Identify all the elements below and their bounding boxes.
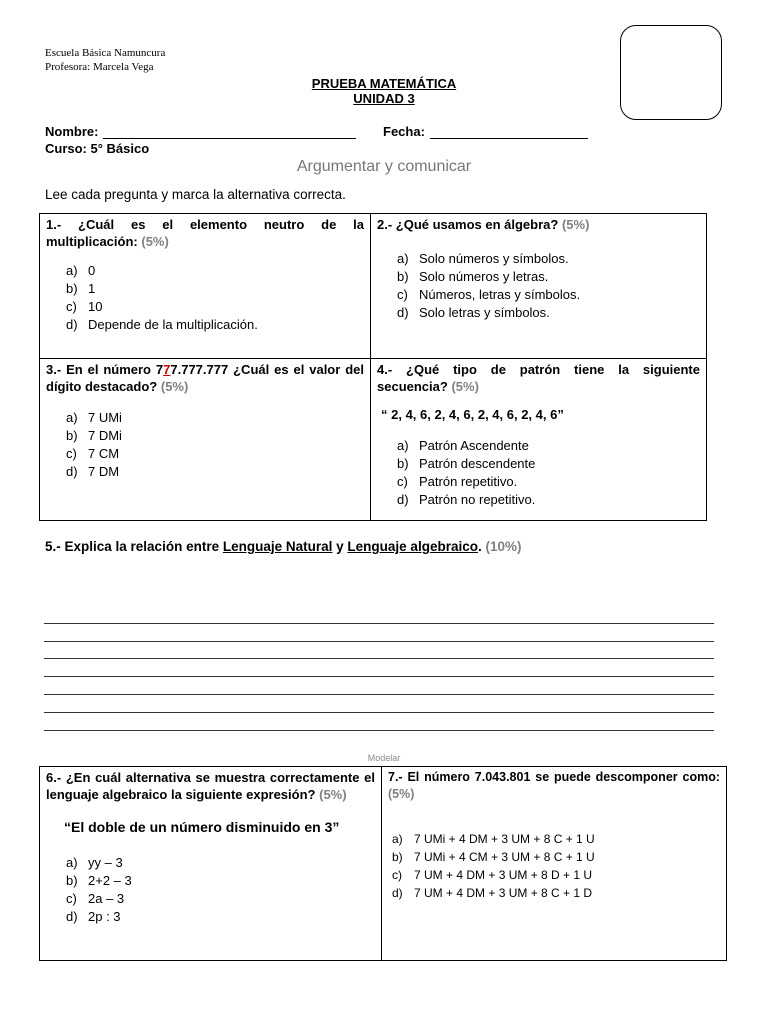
option-2d[interactable]: d) Solo letras y símbolos. xyxy=(397,305,550,320)
option-1b[interactable]: b) 1 xyxy=(66,281,96,296)
option-3c[interactable]: c) 7 CM xyxy=(66,446,120,461)
question-3-text-before: 3.- En el número 7 xyxy=(46,362,164,377)
name-label: Nombre: xyxy=(45,124,99,139)
option-4b[interactable]: b) Patrón descendente xyxy=(397,456,536,471)
question-4-text: 4.- ¿Qué tipo de patrón tiene la siguiente secuencia? xyxy=(377,362,700,394)
highlighted-digit: 7 xyxy=(163,362,171,377)
question-6-pct: (5%) xyxy=(319,787,347,802)
option-6a[interactable]: a) yy – 3 xyxy=(66,855,123,870)
question-7 xyxy=(382,767,727,961)
option-7c[interactable]: c) 7 UM + 4 DM + 3 UM + 8 D + 1 U xyxy=(392,868,593,882)
answer-line[interactable] xyxy=(44,642,714,660)
answer-line[interactable] xyxy=(44,695,714,713)
option-7a[interactable]: a) 7 UMi + 4 DM + 3 UM + 8 C + 1 U xyxy=(392,832,595,846)
option-4d[interactable]: d) Patrón no repetitivo. xyxy=(397,492,536,507)
question-3-text-after: 7.777.777 ¿Cuál es el valor del dígito destacado? xyxy=(46,362,364,394)
option-3b[interactable]: b) 7 DMi xyxy=(66,428,122,443)
exam-unit: UNIDAD 3 xyxy=(353,91,415,106)
option-4c[interactable]: c) Patrón repetitivo. xyxy=(397,474,518,489)
question-2-text: 2.- ¿Qué usamos en álgebra? xyxy=(377,217,559,232)
question-3-pct: (5%) xyxy=(160,379,189,394)
answer-line[interactable] xyxy=(44,713,714,731)
question-5-connector: y xyxy=(336,539,344,554)
option-6d[interactable]: d) 2p : 3 xyxy=(66,909,121,924)
question-7-text: 7.- El número 7.043.801 se puede descomponer como: xyxy=(388,770,720,784)
date-blank[interactable] xyxy=(430,128,588,139)
option-6b[interactable]: b) 2+2 – 3 xyxy=(66,873,132,888)
algebra-phrase: “El doble de un número disminuido en 3” xyxy=(64,819,340,835)
question-6 xyxy=(40,767,382,961)
option-4a[interactable]: a) Patrón Ascendente xyxy=(397,438,529,453)
answer-line[interactable] xyxy=(44,624,714,642)
section-heading-modelar: Modelar xyxy=(367,753,401,763)
term-natural-language: Lenguaje Natural xyxy=(222,539,333,554)
name-field[interactable] xyxy=(45,124,356,139)
question-3 xyxy=(40,359,371,521)
option-3d[interactable]: d) 7 DM xyxy=(66,464,120,479)
question-4 xyxy=(371,359,707,521)
option-7d[interactable]: d) 7 UM + 4 DM + 3 UM + 8 C + 1 D xyxy=(392,886,593,900)
option-2a[interactable]: a) Solo números y símbolos. xyxy=(397,251,569,266)
question-5: 5.- Explica la relación entre Lenguaje Natural y Lenguaje algebraico. (10%) xyxy=(45,539,522,554)
date-field[interactable] xyxy=(383,124,588,139)
instructions: Lee cada pregunta y marca la alternativa correcta. xyxy=(45,187,346,202)
question-1-pct: (5%) xyxy=(141,234,169,249)
exam-title: PRUEBA MATEMÁTICA xyxy=(311,76,457,91)
question-2 xyxy=(371,214,707,359)
option-2c[interactable]: c) Números, letras y símbolos. xyxy=(397,287,581,302)
school-name: Escuela Básica Namuncura xyxy=(45,47,166,59)
school-header xyxy=(45,46,165,74)
option-7b[interactable]: b) 7 UMi + 4 CM + 3 UM + 8 C + 1 U xyxy=(392,850,595,864)
questions-table-2 xyxy=(39,766,727,961)
question-2-pct: (5%) xyxy=(561,217,590,232)
question-6-text: 6.- ¿En cuál alternativa se muestra correctamente el lenguaje algebraico la siguiente expresión? xyxy=(46,770,375,802)
question-5-prefix: 5.- Explica la relación entre xyxy=(45,539,220,554)
question-1 xyxy=(40,214,371,359)
question-7-pct: (5%) xyxy=(388,787,415,801)
option-2b[interactable]: b) Solo números y letras. xyxy=(397,269,549,284)
term-algebraic-language: Lenguaje algebraico xyxy=(347,539,478,554)
answer-line[interactable] xyxy=(44,606,714,624)
option-1c[interactable]: c) 10 xyxy=(66,299,103,314)
option-3a[interactable]: a) 7 UMi xyxy=(66,410,122,425)
date-label: Fecha: xyxy=(383,124,425,139)
teacher-name: Profesora: Marcela Vega xyxy=(45,61,154,73)
option-1d[interactable]: d) Depende de la multiplicación. xyxy=(66,317,258,332)
exam-title-block xyxy=(0,76,768,106)
answer-line[interactable] xyxy=(44,659,714,677)
pattern-sequence: “ 2, 4, 6, 2, 4, 6, 2, 4, 6, 2, 4, 6” xyxy=(381,407,564,422)
answer-line[interactable] xyxy=(44,677,714,695)
option-6c[interactable]: c) 2a – 3 xyxy=(66,891,125,906)
name-blank[interactable] xyxy=(103,128,356,139)
question-5-pct: (10%) xyxy=(485,539,522,554)
question-4-pct: (5%) xyxy=(451,379,479,394)
section-heading-argumentar: Argumentar y comunicar xyxy=(296,158,472,175)
option-1a[interactable]: a) 0 xyxy=(66,263,96,278)
questions-table-1 xyxy=(39,213,707,521)
course-label: Curso: 5° Básico xyxy=(45,141,150,156)
answer-lines[interactable] xyxy=(44,606,714,731)
question-1-text: 1.- ¿Cuál es el elemento neutro de la multiplicación: xyxy=(46,217,364,249)
